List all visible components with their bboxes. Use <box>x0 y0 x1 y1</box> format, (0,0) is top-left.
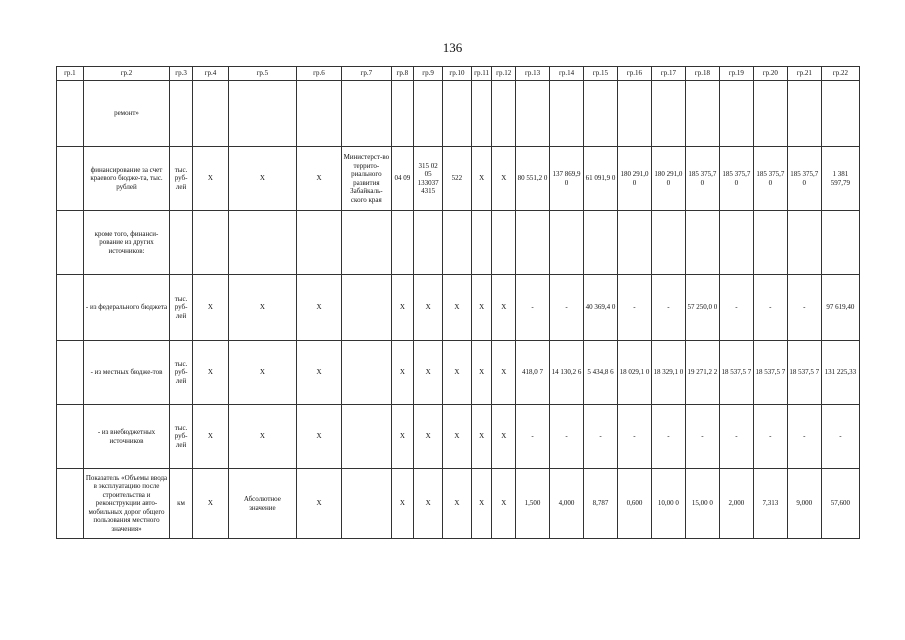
cell-gr9: X <box>414 405 443 469</box>
cell-gr19: 18 537,5 7 <box>719 341 753 405</box>
cell-gr20 <box>753 211 787 275</box>
cell-gr1 <box>57 275 84 341</box>
cell-gr10: X <box>443 275 472 341</box>
column-header-4: гр.4 <box>192 67 228 81</box>
cell-gr6: X <box>296 275 341 341</box>
cell-gr13: - <box>516 275 550 341</box>
column-header-18: гр.18 <box>685 67 719 81</box>
cell-gr12: X <box>492 405 516 469</box>
cell-gr10 <box>443 211 472 275</box>
table-row <box>57 341 860 405</box>
cell-gr14: - <box>550 405 584 469</box>
cell-gr15 <box>584 211 618 275</box>
cell-gr5: X <box>228 147 296 211</box>
cell-gr8: X <box>391 405 414 469</box>
cell-gr18: 15,00 0 <box>685 469 719 539</box>
cell-gr19 <box>719 211 753 275</box>
cell-gr22: 131 225,33 <box>821 341 859 405</box>
cell-gr21: 18 537,5 7 <box>787 341 821 405</box>
cell-gr20: - <box>753 275 787 341</box>
column-header-20: гр.20 <box>753 67 787 81</box>
cell-gr2: - из федерального бюджета <box>83 275 169 341</box>
cell-gr12 <box>492 81 516 147</box>
cell-gr8: X <box>391 469 414 539</box>
page-number: 136 <box>442 40 463 55</box>
column-header-1: гр.1 <box>57 67 84 81</box>
cell-gr6: X <box>296 147 341 211</box>
column-header-8: гр.8 <box>391 67 414 81</box>
cell-gr22: 97 619,40 <box>821 275 859 341</box>
cell-gr1 <box>57 81 84 147</box>
cell-gr22 <box>821 81 859 147</box>
cell-gr5: X <box>228 405 296 469</box>
cell-gr14 <box>550 211 584 275</box>
cell-gr10: X <box>443 405 472 469</box>
cell-gr11: X <box>471 469 492 539</box>
cell-gr22 <box>821 211 859 275</box>
cell-gr17 <box>651 211 685 275</box>
cell-gr14: 137 869,9 0 <box>550 147 584 211</box>
column-header-3: гр.3 <box>170 67 193 81</box>
cell-gr2: ремонт» <box>83 81 169 147</box>
cell-gr8: 04 09 <box>391 147 414 211</box>
cell-gr13: - <box>516 405 550 469</box>
cell-gr4: X <box>192 275 228 341</box>
cell-gr6: X <box>296 469 341 539</box>
cell-gr12: X <box>492 469 516 539</box>
cell-gr21: 185 375,7 0 <box>787 147 821 211</box>
column-header-14: гр.14 <box>550 67 584 81</box>
cell-gr16: 18 029,1 0 <box>617 341 651 405</box>
cell-gr18: 185 375,7 0 <box>685 147 719 211</box>
cell-gr7 <box>342 405 391 469</box>
header-row <box>57 67 860 81</box>
cell-gr1 <box>57 469 84 539</box>
cell-gr8: X <box>391 341 414 405</box>
cell-gr5: Абсолютное значение <box>228 469 296 539</box>
cell-gr21 <box>787 211 821 275</box>
cell-gr20: 18 537,5 7 <box>753 341 787 405</box>
cell-gr15: 40 369,4 0 <box>584 275 618 341</box>
cell-gr7 <box>342 211 391 275</box>
cell-gr16: - <box>617 405 651 469</box>
cell-gr9: X <box>414 469 443 539</box>
cell-gr11: X <box>471 147 492 211</box>
table-row <box>57 405 860 469</box>
cell-gr3 <box>170 81 193 147</box>
cell-gr12: X <box>492 147 516 211</box>
cell-gr22: 1 381 597,79 <box>821 147 859 211</box>
column-header-11: гр.11 <box>471 67 492 81</box>
cell-gr4: X <box>192 147 228 211</box>
cell-gr1 <box>57 211 84 275</box>
cell-gr6: X <box>296 405 341 469</box>
cell-gr20: - <box>753 405 787 469</box>
column-header-10: гр.10 <box>443 67 472 81</box>
cell-gr7: Министерст-во террито-риального развития Забайкаль-ского края <box>342 147 391 211</box>
cell-gr17: - <box>651 275 685 341</box>
table-row <box>57 469 860 539</box>
cell-gr21: 9,000 <box>787 469 821 539</box>
cell-gr13: 418,0 7 <box>516 341 550 405</box>
cell-gr12: X <box>492 275 516 341</box>
table-row <box>57 275 860 341</box>
cell-gr17: 10,00 0 <box>651 469 685 539</box>
cell-gr6: X <box>296 341 341 405</box>
table-row <box>57 211 860 275</box>
cell-gr7 <box>342 469 391 539</box>
cell-gr18 <box>685 211 719 275</box>
cell-gr5 <box>228 211 296 275</box>
cell-gr5: X <box>228 341 296 405</box>
cell-gr19: - <box>719 405 753 469</box>
cell-gr18: 19 271,2 2 <box>685 341 719 405</box>
cell-gr19: 2,000 <box>719 469 753 539</box>
cell-gr12: X <box>492 341 516 405</box>
cell-gr9 <box>414 211 443 275</box>
cell-gr21: - <box>787 405 821 469</box>
cell-gr4: X <box>192 341 228 405</box>
table-row <box>57 81 860 147</box>
cell-gr22: - <box>821 405 859 469</box>
cell-gr7 <box>342 81 391 147</box>
cell-gr11 <box>471 81 492 147</box>
cell-gr9 <box>414 81 443 147</box>
column-header-7: гр.7 <box>342 67 391 81</box>
cell-gr20 <box>753 81 787 147</box>
cell-gr11: X <box>471 405 492 469</box>
cell-gr3: км <box>170 469 193 539</box>
cell-gr3: тыс. руб-лей <box>170 147 193 211</box>
column-header-5: гр.5 <box>228 67 296 81</box>
cell-gr11: X <box>471 275 492 341</box>
cell-gr2: - из местных бюдже-тов <box>83 341 169 405</box>
cell-gr3: тыс. руб-лей <box>170 341 193 405</box>
cell-gr21 <box>787 81 821 147</box>
cell-gr17: 180 291,0 0 <box>651 147 685 211</box>
column-header-15: гр.15 <box>584 67 618 81</box>
cell-gr13: 80 551,2 0 <box>516 147 550 211</box>
cell-gr13 <box>516 211 550 275</box>
cell-gr4 <box>192 81 228 147</box>
cell-gr16: 180 291,0 0 <box>617 147 651 211</box>
data-table <box>56 66 860 539</box>
cell-gr17: 18 329,1 0 <box>651 341 685 405</box>
column-header-12: гр.12 <box>492 67 516 81</box>
column-header-9: гр.9 <box>414 67 443 81</box>
cell-gr15: 5 434,8 6 <box>584 341 618 405</box>
cell-gr19: - <box>719 275 753 341</box>
cell-gr15: - <box>584 405 618 469</box>
column-header-6: гр.6 <box>296 67 341 81</box>
cell-gr8: X <box>391 275 414 341</box>
cell-gr9: X <box>414 275 443 341</box>
cell-gr14: - <box>550 275 584 341</box>
cell-gr9: X <box>414 341 443 405</box>
cell-gr6 <box>296 211 341 275</box>
cell-gr20: 7,313 <box>753 469 787 539</box>
column-header-19: гр.19 <box>719 67 753 81</box>
cell-gr21: - <box>787 275 821 341</box>
column-header-21: гр.21 <box>787 67 821 81</box>
cell-gr3 <box>170 211 193 275</box>
cell-gr10: X <box>443 341 472 405</box>
cell-gr15: 8,787 <box>584 469 618 539</box>
column-header-17: гр.17 <box>651 67 685 81</box>
cell-gr18: - <box>685 405 719 469</box>
cell-gr17 <box>651 81 685 147</box>
cell-gr7 <box>342 341 391 405</box>
table-row <box>57 147 860 211</box>
table-body <box>57 81 860 539</box>
cell-gr8 <box>391 81 414 147</box>
cell-gr18 <box>685 81 719 147</box>
cell-gr16 <box>617 211 651 275</box>
cell-gr22: 57,600 <box>821 469 859 539</box>
cell-gr14: 14 130,2 6 <box>550 341 584 405</box>
cell-gr16 <box>617 81 651 147</box>
cell-gr16: - <box>617 275 651 341</box>
cell-gr18: 57 250,0 0 <box>685 275 719 341</box>
cell-gr6 <box>296 81 341 147</box>
cell-gr3: тыс. руб-лей <box>170 405 193 469</box>
cell-gr12 <box>492 211 516 275</box>
cell-gr2: финансирование за счет краевого бюдже-та, тыс. рублей <box>83 147 169 211</box>
cell-gr10: X <box>443 469 472 539</box>
cell-gr7 <box>342 275 391 341</box>
cell-gr8 <box>391 211 414 275</box>
cell-gr19: 185 375,7 0 <box>719 147 753 211</box>
cell-gr16: 0,600 <box>617 469 651 539</box>
cell-gr15 <box>584 81 618 147</box>
cell-gr9: 315 02 05 133037 4315 <box>414 147 443 211</box>
cell-gr2: - из внебюджетных источников <box>83 405 169 469</box>
cell-gr5 <box>228 81 296 147</box>
cell-gr4 <box>192 211 228 275</box>
cell-gr14: 4,000 <box>550 469 584 539</box>
cell-gr10: 522 <box>443 147 472 211</box>
cell-gr2: Показатель «Объемы ввода в эксплуатацию после строительства и реконструкции авто-мобильных дорог общего пользования местного значения» <box>83 469 169 539</box>
column-header-2: гр.2 <box>83 67 169 81</box>
cell-gr1 <box>57 405 84 469</box>
cell-gr15: 61 091,9 0 <box>584 147 618 211</box>
cell-gr11: X <box>471 341 492 405</box>
cell-gr19 <box>719 81 753 147</box>
column-header-16: гр.16 <box>617 67 651 81</box>
cell-gr3: тыс. руб-лей <box>170 275 193 341</box>
cell-gr20: 185 375,7 0 <box>753 147 787 211</box>
cell-gr2: кроме того, финанси-рование из других источников: <box>83 211 169 275</box>
cell-gr13 <box>516 81 550 147</box>
cell-gr17: - <box>651 405 685 469</box>
cell-gr13: 1,500 <box>516 469 550 539</box>
cell-gr1 <box>57 341 84 405</box>
cell-gr14 <box>550 81 584 147</box>
cell-gr11 <box>471 211 492 275</box>
cell-gr5: X <box>228 275 296 341</box>
cell-gr1 <box>57 147 84 211</box>
cell-gr4: X <box>192 405 228 469</box>
column-header-22: гр.22 <box>821 67 859 81</box>
cell-gr4: X <box>192 469 228 539</box>
column-header-13: гр.13 <box>516 67 550 81</box>
cell-gr10 <box>443 81 472 147</box>
